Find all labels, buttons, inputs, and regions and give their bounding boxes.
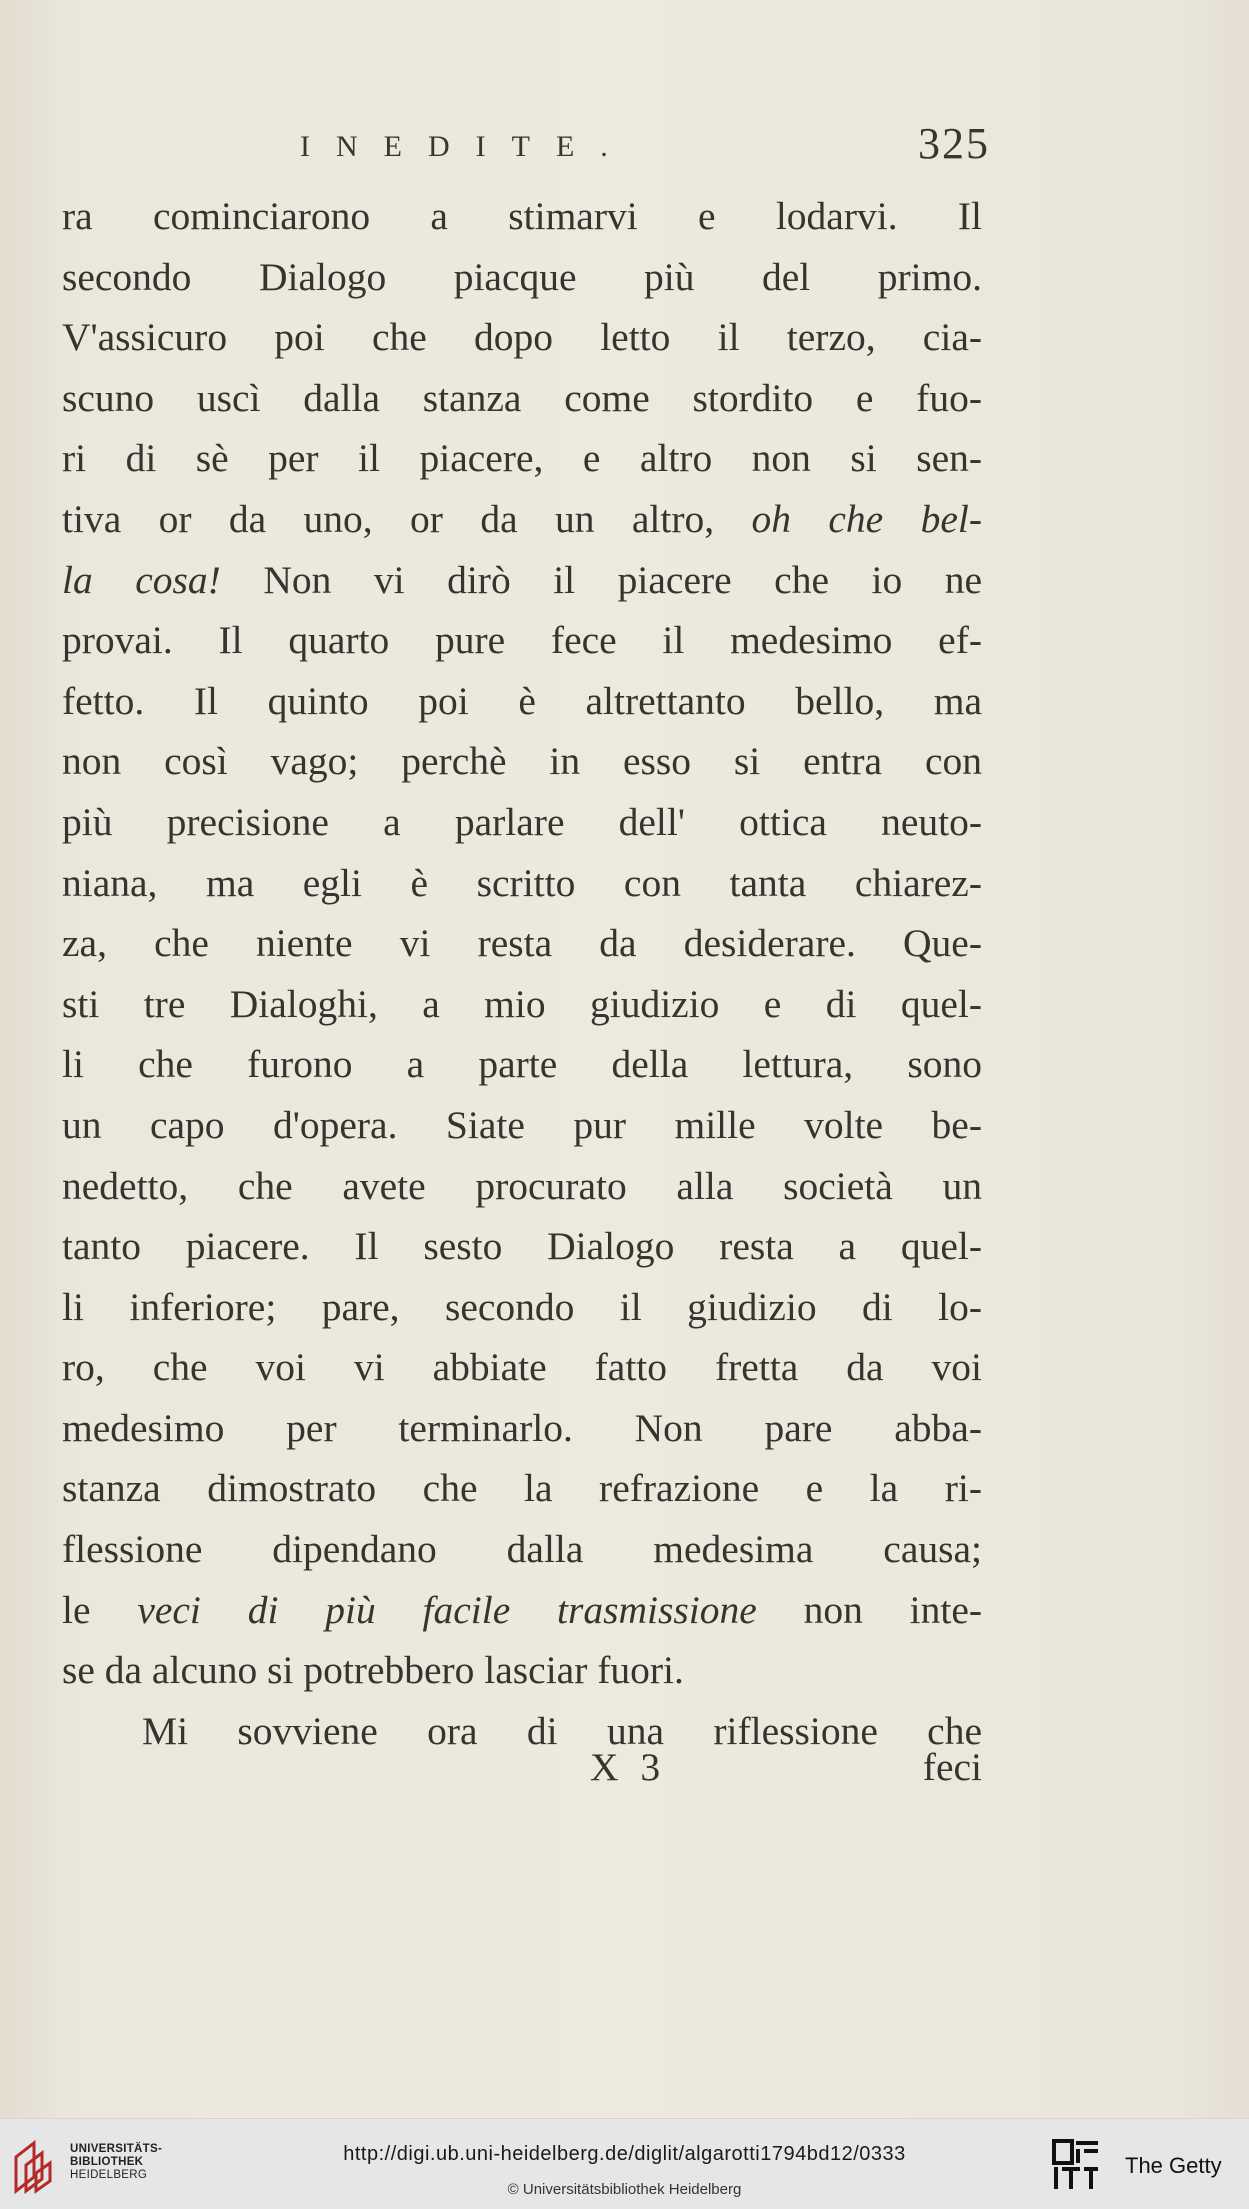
text-line: li inferiore; pare, secondo il giudizio di lo- (62, 1284, 982, 1329)
page-number: 325 (918, 119, 990, 168)
text-line: non così vago; perchè in esso si entra con (62, 739, 982, 784)
catchword: feci (922, 1745, 982, 1789)
text-line: secondo Dialogo piacque più del primo. (62, 254, 982, 299)
text-line: V'assicuro poi che dopo letto il terzo, cia- (62, 315, 982, 360)
partner-name: The Getty (1125, 2153, 1222, 2178)
getty-logo-icon (1050, 2137, 1102, 2193)
text-line: li che furono a parte della lettura, sono (62, 1042, 982, 1087)
library-name-line: BIBLIOTHEK (70, 2156, 144, 2168)
permalink-url[interactable]: http://digi.ub.uni-heidelberg.de/diglit/algarotti1794bd12/0333 (343, 2143, 906, 2165)
text-line: più precisione a parlare dell' ottica neuto- (62, 799, 982, 844)
text-line: niana, ma egli è scritto con tanta chiarez- (62, 860, 982, 905)
text-line: nedetto, che avete procurato alla società un (62, 1163, 982, 1208)
text-line (62, 550, 982, 611)
text-line: medesimo per terminarlo. Non pare abba- (62, 1405, 982, 1450)
running-title: INEDITE. (300, 130, 634, 163)
text-line: flessione dipendano dalla medesima causa; (62, 1527, 982, 1572)
text-line: scuno uscì dalla stanza come stordito e fuo- (62, 375, 982, 420)
running-head (300, 118, 990, 178)
text-line: un capo d'opera. Siate pur mille volte be- (62, 1102, 982, 1147)
body-text (62, 186, 982, 1761)
text-run: tiva or da uno, or da un altro, (62, 496, 715, 541)
text-line (62, 489, 982, 550)
italic-phrase: veci di più facile trasmissione (137, 1587, 757, 1632)
text-line: ro, che voi vi abbiate fatto fretta da voi (62, 1345, 982, 1390)
library-name-line: HEIDELBERG (70, 2169, 148, 2181)
text-line: stanza dimostrato che la refrazione e la ri- (62, 1466, 982, 1511)
text-line: fetto. Il quinto poi è altrettanto bello, ma (62, 678, 982, 723)
viewer-footer (0, 2118, 1249, 2209)
text-line: sti tre Dialoghi, a mio giudizio e di quel- (62, 981, 982, 1026)
italic-phrase: oh che bel- (751, 496, 982, 541)
text-run: le (62, 1587, 91, 1632)
text-line: za, che niente vi resta da desiderare. Que- (62, 921, 982, 966)
signature-line (590, 1744, 982, 1804)
text-line: Mi sovviene ora di una riflessione che (142, 1708, 982, 1753)
library-name-line: UNIVERSITÄTS- (70, 2143, 163, 2155)
italic-phrase: la cosa! (62, 557, 221, 602)
signature-mark: X 3 (590, 1745, 667, 1789)
text-line: ra cominciarono a stimarvi e lodarvi. Il (62, 194, 982, 238)
text-line: se da alcuno si potrebbero lasciar fuori. (62, 1648, 684, 1693)
text-run: Non vi dirò il piacere che io ne (263, 557, 983, 602)
text-line (62, 1580, 982, 1641)
copyright-notice: © Universitätsbibliothek Heidelberg (507, 2181, 742, 2198)
text-line: provai. Il quarto pure fece il medesimo ef- (62, 618, 982, 663)
text-line: tanto piacere. Il sesto Dialogo resta a quel- (62, 1224, 982, 1269)
text-run: non inte- (803, 1587, 983, 1632)
text-line: ri di sè per il piacere, e altro non si sen- (62, 436, 982, 481)
